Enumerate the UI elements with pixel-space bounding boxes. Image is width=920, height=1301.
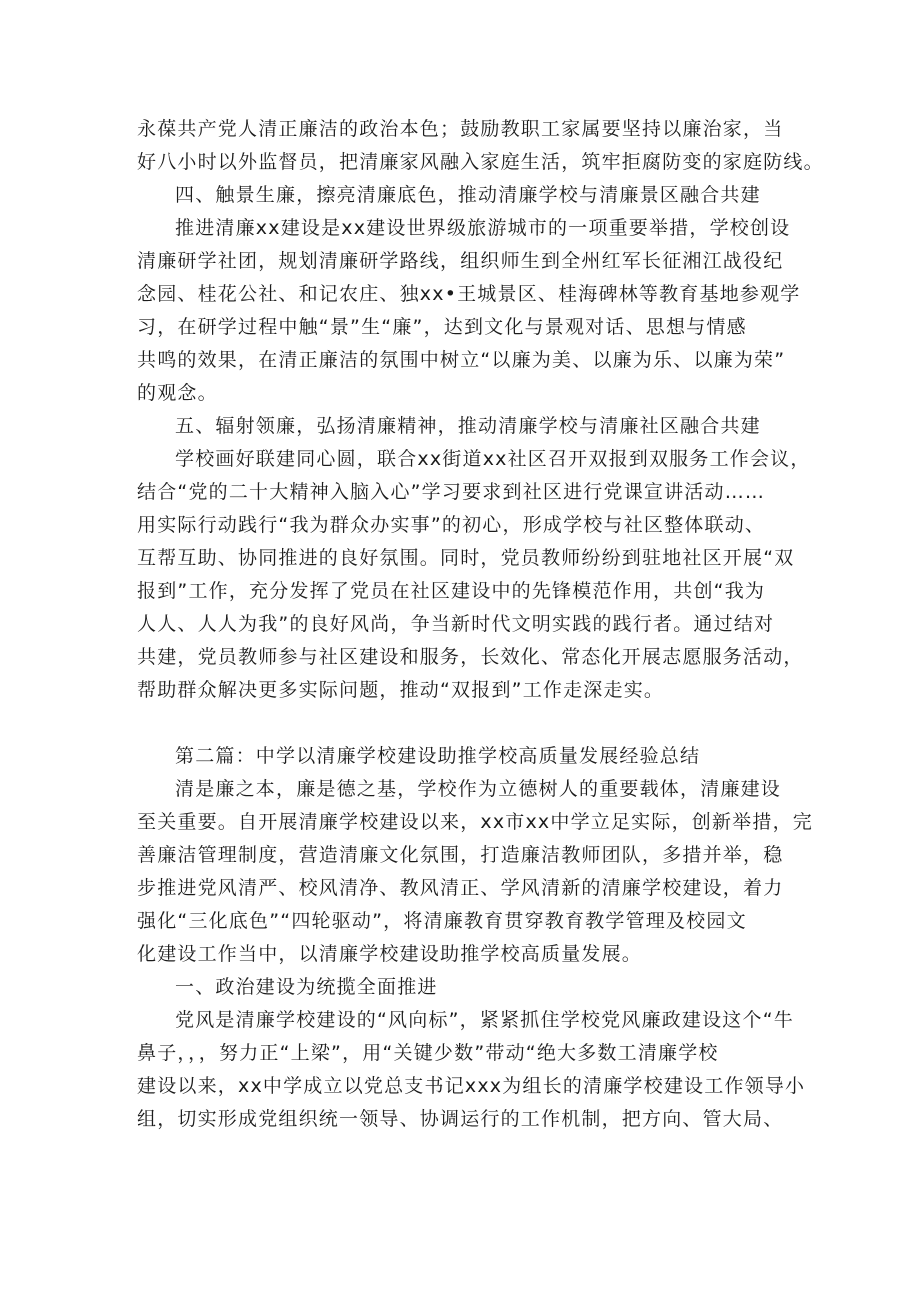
section-heading-4 — [137, 179, 787, 212]
chapter-title-2 — [137, 740, 787, 773]
text-line: 至关重要。自开展清廉学校建设以来，xx市xx中学立足实际，创新举措，完 — [137, 811, 813, 833]
section-heading-5 — [137, 410, 787, 443]
heading-line: 四、触景生廉，擦亮清廉底色，推动清廉学校与清廉景区融合共建 — [175, 184, 761, 206]
heading-line: 五、辐射领廉，弘扬清廉精神，推动清廉学校与清廉社区融合共建 — [175, 415, 761, 437]
text-line: 人人、人人为我”的良好风尚，争当新时代文明实践的践行者。通过结对 — [137, 613, 775, 635]
document-body — [137, 113, 824, 1136]
paragraph-intro — [137, 773, 813, 971]
text-line: 共鸣的效果，在清正廉洁的氛围中树立“以廉为美、以廉为乐、以廉为荣” — [137, 349, 786, 371]
text-line: 组，切实形成党组织统一领导、协调运行的工作机制，把方向、管大局、 — [137, 1108, 784, 1130]
text-line: 报到”工作，充分发挥了党员在社区建设中的先锋模范作用，共创“我为 — [137, 580, 766, 602]
paragraph-community-integrity — [137, 443, 811, 707]
text-line: 帮助群众解决更多实际问题，推动“双报到”工作走深走实。 — [137, 679, 665, 701]
text-line: 步推进党风清严、校风清净、教风清正、学风清新的清廉学校建设，着力 — [137, 877, 784, 899]
text-line: 永葆共产党人清正廉洁的政治本色；鼓励教职工家属要坚持以廉治家，当 — [137, 118, 784, 140]
section-heading-1 — [137, 971, 787, 1004]
paragraph-family-integrity — [137, 113, 824, 179]
text-line: 念园、桂花公社、和记农庄、独xx•王城景区、桂海碑林等教育基地参观学 — [137, 283, 801, 305]
text-line: 清是廉之本，廉是德之基，学校作为立德树人的重要载体，清廉建设 — [175, 778, 782, 800]
text-line: 互帮互助、协同推进的良好氛围。同时，党员教师纷纷到驻地社区开展“双 — [137, 547, 795, 569]
text-line: 建设以来，xx中学成立以党总支书记xxx为组长的清廉学校建设工作领导小 — [137, 1075, 806, 1097]
paragraph-scenic-integrity — [137, 212, 801, 410]
text-line: 善廉洁管理制度，营造清廉文化氛围，打造廉洁教师团队，多措并举，稳 — [137, 844, 784, 866]
text-line: 结合“党的二十大精神入脑入心”学习要求到社区进行党课宣讲活动…… — [137, 481, 766, 503]
text-line: 的观念。 — [137, 382, 218, 404]
text-line: 好八小时以外监督员，把清廉家风融入家庭生活，筑牢拒腐防变的家庭防线。 — [137, 151, 824, 173]
title-line: 第二篇：中学以清廉学校建设助推学校高质量发展经验总结 — [175, 745, 701, 767]
text-line: 鼻子，，，努力正“上梁”，用“关键少数”带动“绝大多数工清廉学校 — [137, 1042, 719, 1064]
heading-line: 一、政治建设为统揽全面推进 — [175, 976, 438, 998]
text-line: 强化“三化底色”“四轮驱动”，将清廉教育贯穿教育教学管理及校园文 — [137, 910, 747, 932]
text-line: 用实际行动践行“我为群众办实事”的初心，形成学校与社区整体联动、 — [137, 514, 766, 536]
text-line: 习，在研学过程中触“景”生“廉”，达到文化与景观对话、思想与情感 — [137, 316, 747, 338]
blank-line — [137, 707, 787, 740]
text-line: 党风是清廉学校建设的“风向标”，紧紧抓住学校党风廉政建设这个“牛 — [175, 1009, 794, 1031]
text-line: 学校画好联建同心圆，联合xx街道xx社区召开双报到双服务工作会议， — [175, 448, 811, 470]
text-line: 推进清廉xx建设是xx建设世界级旅游城市的一项重要举措，学校创设 — [175, 217, 791, 239]
text-line: 清廉研学社团，规划清廉研学路线，组织师生到全州红军长征湘江战役纪 — [137, 250, 784, 272]
text-line: 共建，党员教师参与社区建设和服务，长效化、常态化开展志愿服务活动， — [137, 646, 804, 668]
paragraph-party-style — [137, 1004, 806, 1136]
text-line: 化建设工作当中，以清廉学校建设助推学校高质量发展。 — [137, 943, 643, 965]
